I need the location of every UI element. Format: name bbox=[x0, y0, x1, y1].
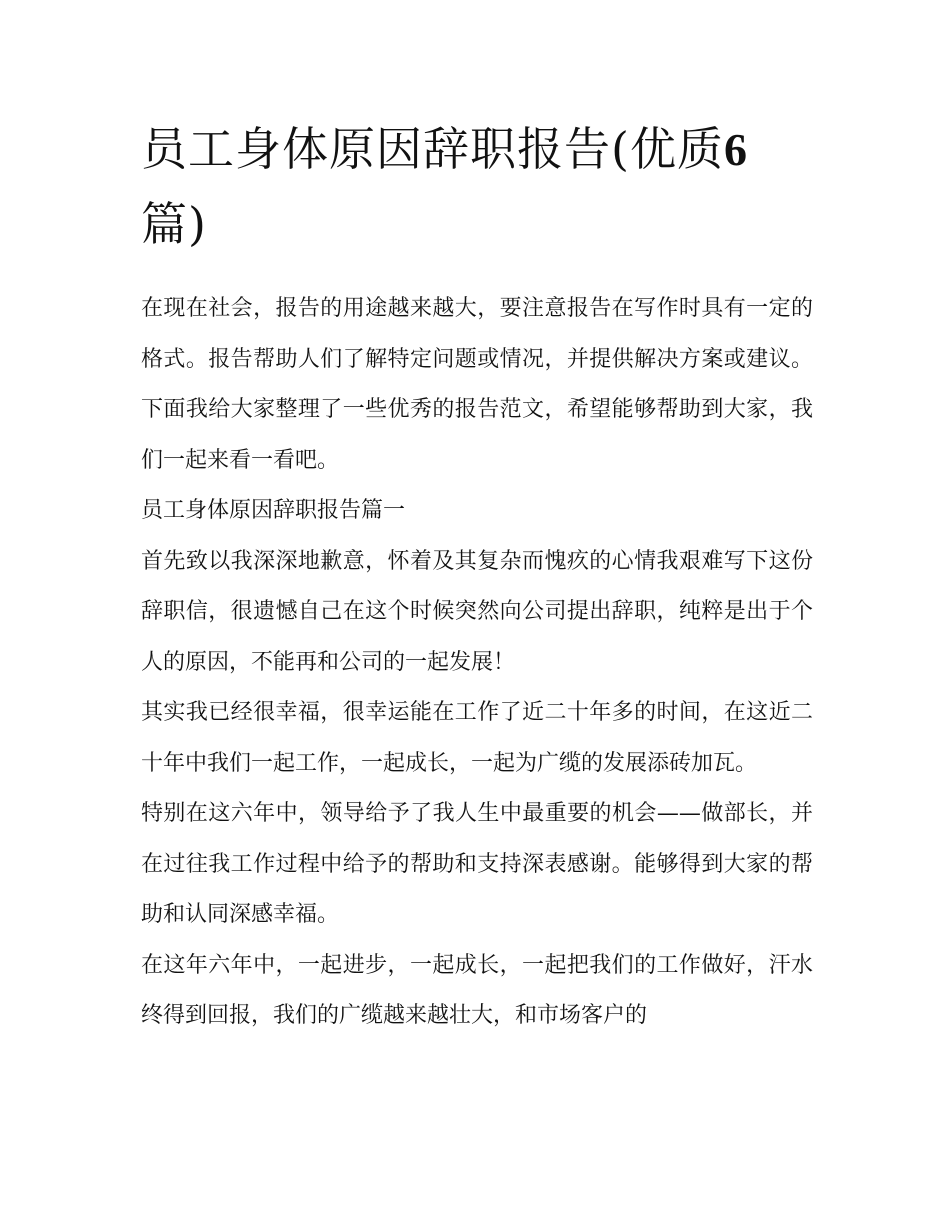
title-end: 篇) bbox=[141, 197, 207, 251]
section-heading: 员工身体原因辞职报告篇一 bbox=[141, 498, 406, 523]
body-paragraph: 特别在这六年中，领导给予了我人生中最重要的机会——做部长，并在过往我工作过程中给予的帮助和支持深表感谢。能够得到大家的帮助和认同深感幸福。 bbox=[141, 801, 813, 927]
intro-paragraph: 在现在社会，报告的用途越来越大，要注意报告在写作时具有一定的格式。报告帮助人们了解特定问题或情况，并提供解决方案或建议。下面我给大家整理了一些优秀的报告范文，希望能够帮助到大家，我们一起来看一看吧。 bbox=[141, 296, 813, 473]
title-number: 6 bbox=[723, 124, 748, 175]
body-paragraph: 首先致以我深深地歉意，怀着及其复杂而愧疚的心情我艰难写下这份辞职信，很遗憾自己在这个时候突然向公司提出辞职，纯粹是出于个人的原因，不能再和公司的一起发展！ bbox=[141, 548, 813, 675]
document-page bbox=[141, 112, 813, 1042]
body-paragraph: 在这年六年中，一起进步，一起成长，一起把我们的工作做好，汗水终得到回报，我们的广缆越来越壮大，和市场客户的 bbox=[141, 952, 813, 1028]
title-main: 员工身体原因辞职报告(优质 bbox=[141, 122, 724, 176]
document-body bbox=[141, 284, 813, 1042]
document-title bbox=[141, 112, 813, 262]
body-paragraph: 其实我已经很幸福，很幸运能在工作了近二十年多的时间，在这近二十年中我们一起工作，一起成长，一起为广缆的发展添砖加瓦。 bbox=[141, 700, 813, 776]
